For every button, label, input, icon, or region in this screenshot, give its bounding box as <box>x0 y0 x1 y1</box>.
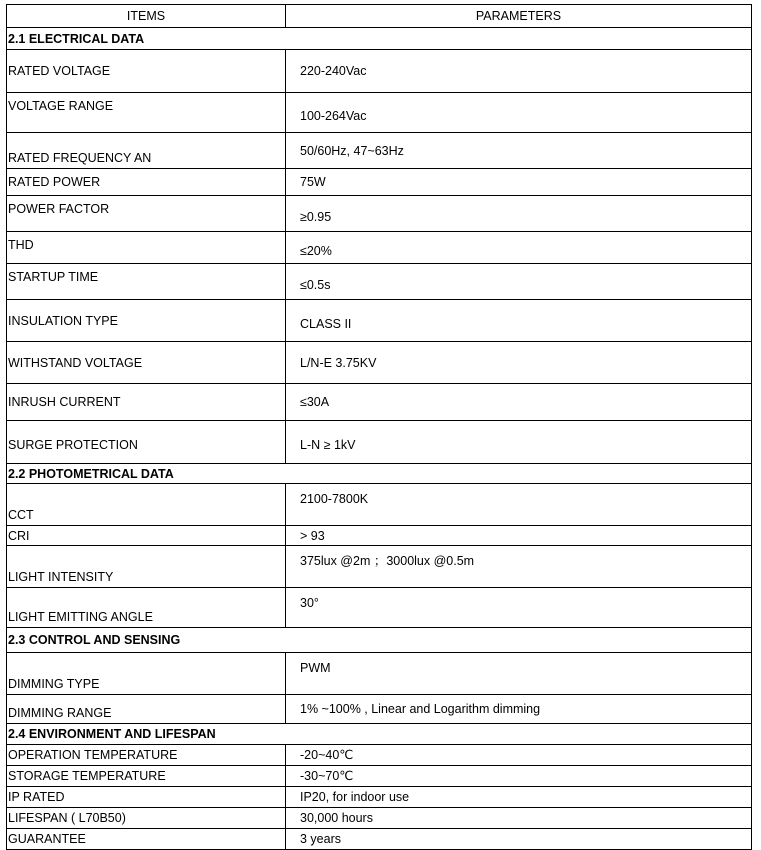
section-title-environment: 2.4 ENVIRONMENT AND LIFESPAN <box>7 724 752 745</box>
item-label: IP RATED <box>7 787 286 808</box>
param-value: 100-264Vac <box>286 93 752 133</box>
param-value: ≤20% <box>286 232 752 264</box>
item-label: POWER FACTOR <box>7 196 286 232</box>
table-row <box>7 264 752 300</box>
param-value: PWM <box>286 653 752 695</box>
item-label: OPERATION TEMPERATURE <box>7 745 286 766</box>
param-value: 1% ~100% , Linear and Logarithm dimming <box>286 695 752 724</box>
param-value: 50/60Hz, 47~63Hz <box>286 133 752 169</box>
table-row <box>7 421 752 464</box>
param-value: 375lux @2m ；3000lux @0.5m <box>286 546 752 588</box>
table-row <box>7 133 752 169</box>
table-row <box>7 232 752 264</box>
item-label: INSULATION TYPE <box>7 300 286 342</box>
item-label: CRI <box>7 526 286 546</box>
table-row <box>7 484 752 526</box>
table-row <box>7 546 752 588</box>
item-label: CCT <box>7 484 286 526</box>
param-value: 75W <box>286 169 752 196</box>
param-value: 30,000 hours <box>286 808 752 829</box>
item-label: INRUSH CURRENT <box>7 384 286 421</box>
table-row <box>7 526 752 546</box>
table-row <box>7 653 752 695</box>
table-row <box>7 93 752 133</box>
item-label: RATED FREQUENCY AN <box>7 133 286 169</box>
table-row <box>7 745 752 766</box>
param-value: 3 years <box>286 829 752 850</box>
items-header: ITEMS <box>7 5 286 28</box>
item-label: RATED POWER <box>7 169 286 196</box>
table-row <box>7 196 752 232</box>
table-row <box>7 588 752 628</box>
section-title-electrical: 2.1 ELECTRICAL DATA <box>7 28 752 50</box>
section-row-photometrical <box>7 464 752 484</box>
param-value: L-N ≥ 1kV <box>286 421 752 464</box>
param-value: -20~40℃ <box>286 745 752 766</box>
item-label: DIMMING RANGE <box>7 695 286 724</box>
section-row-control <box>7 628 752 653</box>
item-label: WITHSTAND VOLTAGE <box>7 342 286 384</box>
table-row <box>7 384 752 421</box>
item-label: LIGHT EMITTING ANGLE <box>7 588 286 628</box>
section-row-environment <box>7 724 752 745</box>
item-label: DIMMING TYPE <box>7 653 286 695</box>
item-label: THD <box>7 232 286 264</box>
param-value: L/N-E 3.75KV <box>286 342 752 384</box>
spec-table <box>6 4 752 850</box>
table-row <box>7 169 752 196</box>
item-label: STORAGE TEMPERATURE <box>7 766 286 787</box>
item-label: LIGHT INTENSITY <box>7 546 286 588</box>
param-value: IP20, for indoor use <box>286 787 752 808</box>
item-label: VOLTAGE RANGE <box>7 93 286 133</box>
section-title-photometrical: 2.2 PHOTOMETRICAL DATA <box>7 464 752 484</box>
table-row <box>7 829 752 850</box>
param-value: 220-240Vac <box>286 50 752 93</box>
table-row <box>7 695 752 724</box>
header-row <box>7 5 752 28</box>
item-label: STARTUP TIME <box>7 264 286 300</box>
param-value: ≤0.5s <box>286 264 752 300</box>
item-label: RATED VOLTAGE <box>7 50 286 93</box>
table-row <box>7 766 752 787</box>
param-value: ≤30A <box>286 384 752 421</box>
table-row <box>7 50 752 93</box>
parameters-header: PARAMETERS <box>286 5 752 28</box>
table-row <box>7 342 752 384</box>
section-row-electrical <box>7 28 752 50</box>
table-row <box>7 808 752 829</box>
param-value: 30° <box>286 588 752 628</box>
section-title-control: 2.3 CONTROL AND SENSING <box>7 628 752 653</box>
item-label: SURGE PROTECTION <box>7 421 286 464</box>
param-value: > 93 <box>286 526 752 546</box>
param-value: 2100-7800K <box>286 484 752 526</box>
table-row <box>7 787 752 808</box>
item-label: GUARANTEE <box>7 829 286 850</box>
table-row <box>7 300 752 342</box>
item-label: LIFESPAN ( L70B50) <box>7 808 286 829</box>
param-value: CLASS II <box>286 300 752 342</box>
param-value: ≥0.95 <box>286 196 752 232</box>
param-value: -30~70℃ <box>286 766 752 787</box>
